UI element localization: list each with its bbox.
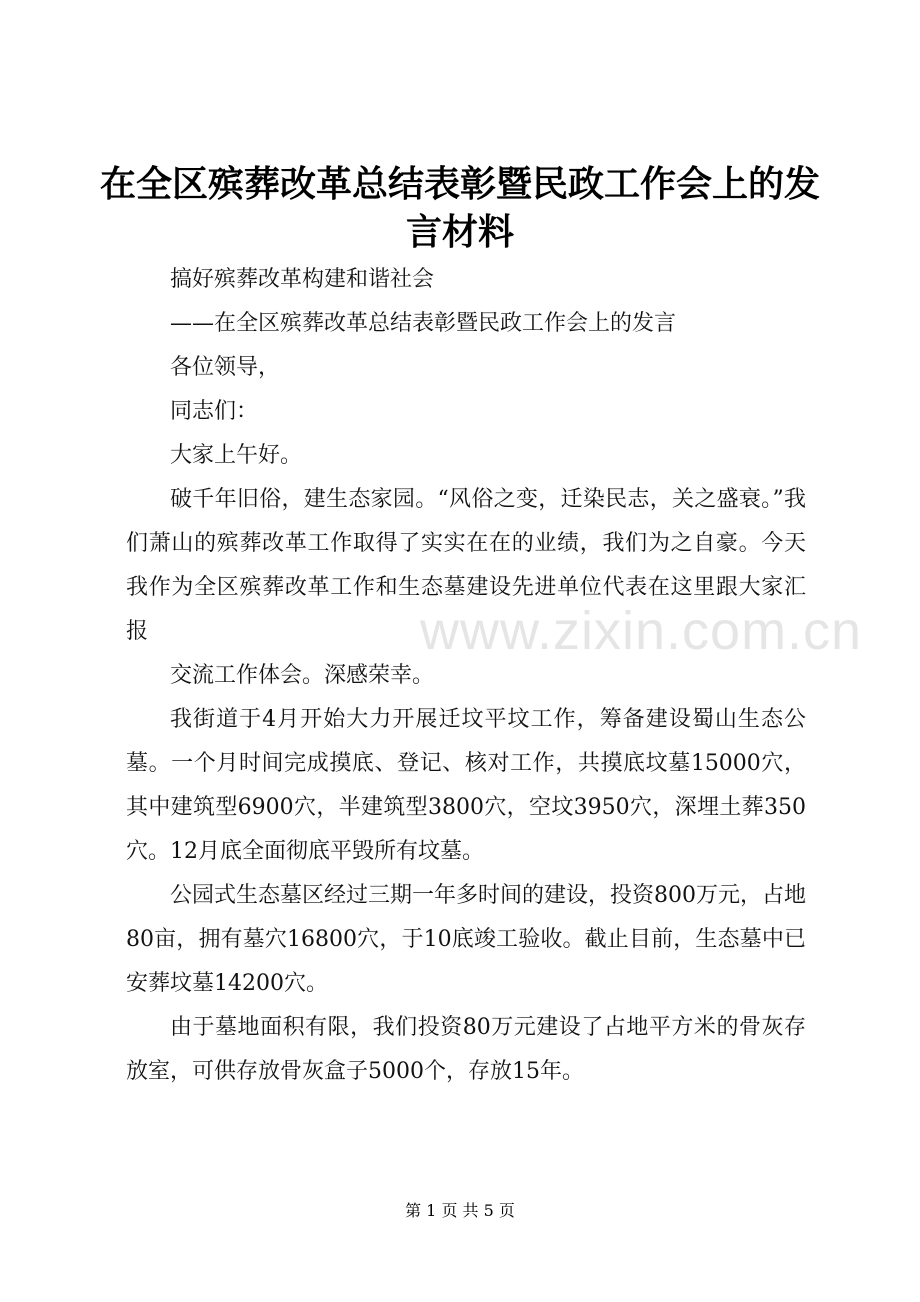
salutation-paragraph: 各位领导， — [170, 355, 281, 380]
body-paragraph: 我街道于4月开始大力开展迁坟平坟工作，筹备建设蜀山生态公墓。一个月时间完成摸底、登记、核对工作，共摸底坟墓15000穴，其中建筑型6900穴，半建筑型3800穴，空坟3950穴，深埋土葬350穴。12月底全面彻底平毁所有坟墓。 — [126, 707, 806, 864]
body-paragraph: 交流工作体会。深感荣幸。 — [170, 663, 435, 688]
subtitle-paragraph: 搞好殡葬改革构建和谐社会 — [170, 267, 435, 292]
body-paragraph: 公园式生态墓区经过三期一年多时间的建设，投资800万元，占地80亩，拥有墓穴16800穴，于10底竣工验收。截止目前，生态墓中已安葬坟墓14200穴。 — [126, 883, 806, 996]
subtitle-dash-paragraph: ——在全区殡葬改革总结表彰暨民政工作会上的发言 — [170, 311, 677, 336]
watermark: www.zixin.com.cn — [420, 601, 863, 661]
page-footer: 第 1 页 共 5 页 — [405, 1201, 515, 1220]
document-title: 在全区殡葬改革总结表彰暨民政工作会上的发言材料 — [100, 163, 821, 253]
salutation-paragraph: 同志们： — [170, 399, 259, 424]
document-body — [126, 258, 806, 1094]
greeting-paragraph: 大家上午好。 — [170, 443, 303, 468]
body-paragraph: 破千年旧俗，建生态家园。“风俗之变，迁染民志，关之盛衰。”我们萧山的殡葬改革工作取得了实实在在的业绩，我们为之自豪。今天我作为全区殡葬改革工作和生态墓建设先进单位代表在这里跟大家汇报 — [126, 487, 806, 644]
body-paragraph: 由于墓地面积有限，我们投资80万元建设了占地平方米的骨灰存放室，可供存放骨灰盒子5000个，存放15年。 — [126, 1015, 806, 1084]
